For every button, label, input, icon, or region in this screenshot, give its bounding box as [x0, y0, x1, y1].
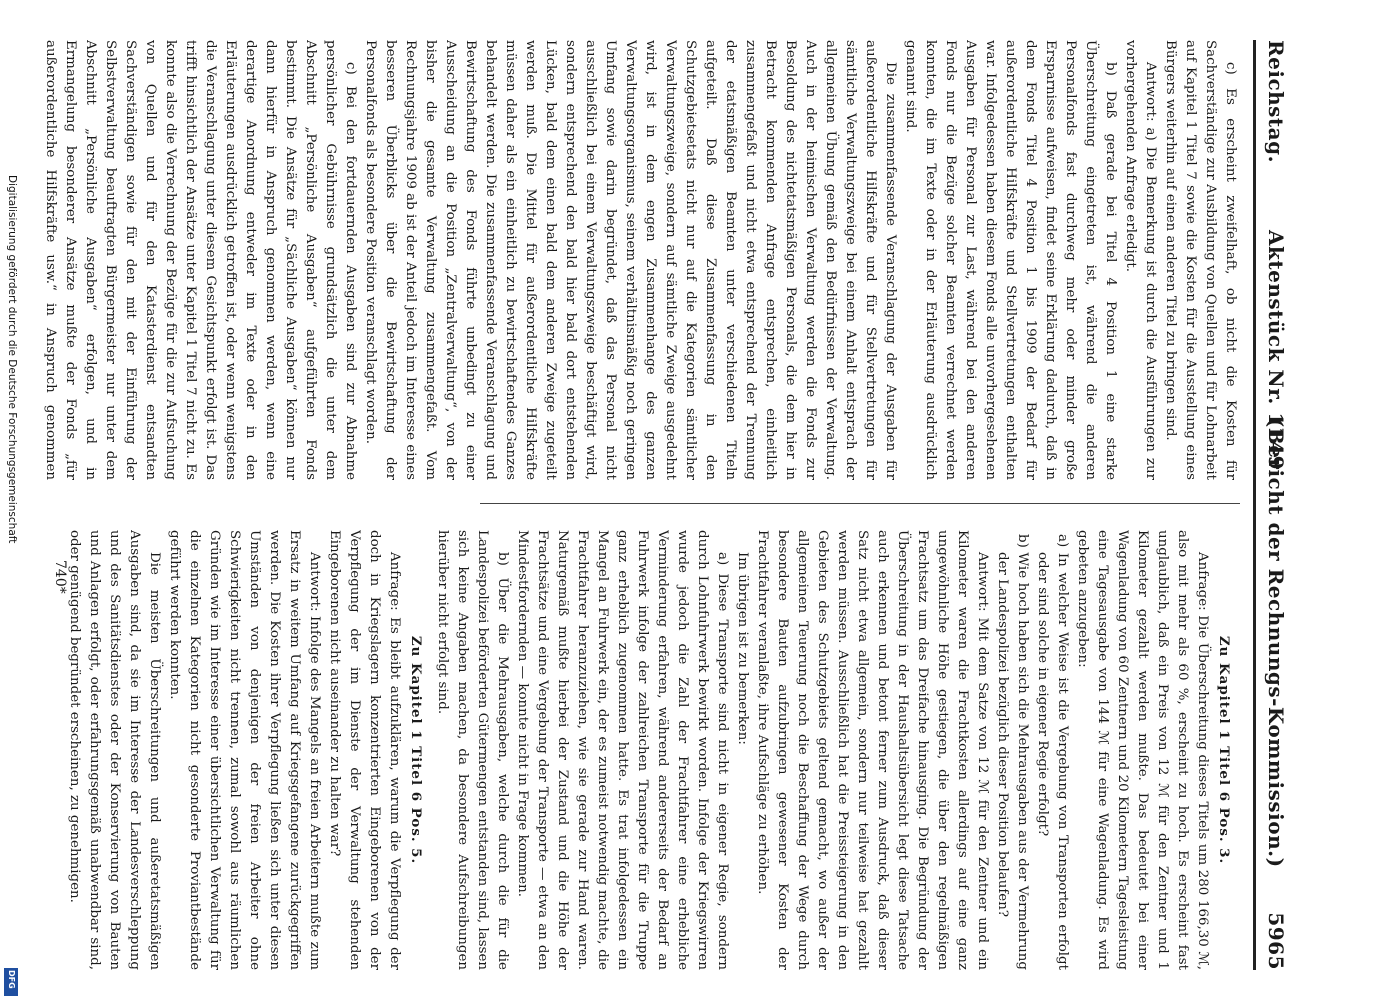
header-right: [1264, 418, 1288, 970]
digitization-credit-text: Digitalisierung gefördert durch die Deutsche Forschungsgemeinschaft: [6, 175, 18, 544]
right-paragraph-4: a) Diese Transporte sind nicht in eigener Regie, sondern durch Lohnfuhrwerk bewirkt worden. Infolge der Kriegswirren wurde jedoch die Zahl der Frachtfahrer eine erhebliche Verminderung erfahren, während andererseits der Bedarf an Fuhrwerk infolge der zahlreichen Transporte für die Truppe ganz erheblich zugenommen hatte. Es trat infolgedessen ein Mangel an Fuhrwerk ein, der es zumeist notwendig machte, die Frachtfahrer heranzuziehen, wie sie gerade zur Hand waren. Naturgemäß mußte hierbei der Zustand und die Höhe der Frachtsätze und eine Vergebung der Transporte — etwa an den Mindestfordernden — konnte nicht in Frage kommen.: [515, 530, 730, 970]
right-paragraph-7: Antwort: Infolge des Mangels an freien Arbeitern mußte zum Ersatz in weitem Umfang auf Kriegsgefangene zurückgegriffen werden. Die Kosten ihrer Verpflegung ließen sich unter diesen Umständen von denjenigen der freien Arbeiter ohne Schwierigkeiten nicht trennen, zumal sowohl aus räumlichen Gründen wie im Interesse einer übersichtlichen Verwaltung für die einzelnen Kategorien nicht gesonderte Proviantbestände geführt werden konnten.: [167, 530, 322, 970]
right-question-b: b) Wie hoch haben sich die Mehrausgaben aus der Vermehrung der Landespolizei bezüglich dieser Position belaufen?: [995, 534, 1030, 970]
right-question-a: a) In welcher Weise ist die Vergebung von Transporten erfolgt oder sind solche in eigener Regie erfolgt?: [1035, 534, 1070, 970]
dfg-logo-text: DFG: [7, 970, 16, 989]
header-reichstag: Reichstag.: [1264, 40, 1288, 164]
dfg-logo: [4, 968, 18, 996]
right-paragraph-5: b) Über die Mehrausgaben, welche durch die für die Landespolizei beförderten Gütermengen entstanden sind, lassen sich keine Angaben machen, da besondere Aufschreibungen hierüber nicht erfolgt sind.: [435, 530, 510, 970]
header-page-number: 5965: [1264, 912, 1288, 970]
right-paragraph-6: Anfrage: Es bleibt aufzuklären, warum die Verpflegung der doch in Kriegslagern konzentrierten Eingeborenen von der Verpflegung der im Dienste der Verwaltung stehenden Eingeborenen nicht auseinander zu halten war?: [327, 530, 402, 970]
digitization-credit: [2, 175, 22, 995]
page-mark: 740*: [52, 560, 68, 594]
right-column: [40, 530, 1240, 970]
page-header: [1256, 40, 1292, 970]
left-paragraph-5: c) Bei den fortdauernden Ausgaben sind zur Abnahme persönlicher Gebührnisse grundsätzlich die unter dem Abschnitt „Persönliche Ausgaben“ aufgeführten Fonds bestimmt. Die Ansätze für „Sächliche Ausgaben“ können nur dann hierfür in Anspruch genommen werden, wenn eine derartige Anordnung entweder im Texte oder in den Erläuterungen ausdrücklich getroffen ist, oder wenn wenigstens die Veranschlagung unter diesem Gesichtspunkt erfolgt ist. Das trifft hinsichtlich der Ansätze unter Kapitel 1 Titel 7 nicht zu. Es konnte also die Verrechnung der Bezüge für die zur Aufsuchung von Quellen und für den Katasterdienst entsandten Sachverständigen sowie für den mit der Einführung der Selbstverwaltung beauftragten Bürgermeister nur unter dem Abschnitt „Persönliche Ausgaben“ erfolgen, und in Ermangelung besonderer Ansätze mußte der Fonds „für außerordentliche Hilfskräfte usw.“ in Anspruch genommen: [43, 40, 358, 480]
left-paragraph-2: Antwort: a) Die Bemerkung ist durch die Ausführungen zur vorhergehenden Anfrage erledigt.: [1123, 40, 1158, 480]
left-paragraph-4: Die zusammenfassende Veranschlagung der Ausgaben für außerordentliche Hilfskräfte und für Stellvertretungen für sämtliche Verwaltungszweige bei einem Anhalt entsprach der allgemeinen Übung gemäß den Bedürfnissen der Verwaltung. Auch in der heimischen Verwaltung werden die Fonds zur Besoldung des nichtetatsmäßigen Personals, die dem hier in Betracht kommenden Anfrage entsprechen, einheitlich zusammengefaßt und nicht etwa entsprechend der Trennung der etatsmäßigen Beamten unter verschiedenen Titeln aufgeteilt. Daß diese Zusammenfassung in den Schutzgebietsetats nicht nur auf die Kategorien sämtlicher Verwaltungszweige, sondern auf sämtliche Zweige ausgedehnt wird, ist in dem engen Zusammenhange des ganzen Verwaltungsorganismus, seinem verhältnismäßig noch geringen Umfang sowie darin begründet, daß das Personal nicht ausschließlich bei einem Verwaltungszweige beschäftigt wird, sondern entsprechend den bald hier bald dort entstehenden Lücken, bald dem einen bald dem anderen Zweige zugeteilt werden muß. Die Mittel für außerordentliche Hilfskräfte müssen daher als ein einheitlich zu bewirtschaftendes Ganzes behandelt werden. Die zusammenfassende Veranschlagung und Bewirtschaftung des Fonds führte unbedingt zu einer Ausscheidung an die Position „Zentralverwaltung“, von der bisher die gesamte Verwaltung zusammengefaßt. Vom Rechnungsjahre 1909 ab ist der Anteil jedoch im Interesse eines besseren Überblicks über die Bewirtschaftung der Personalfonds als besondere Position veranschlagt worden.: [363, 40, 898, 480]
column-divider: [480, 503, 1240, 504]
right-paragraph-8: Die meisten Überschreitungen und außeretatsmäßigen Ausgaben sind, da sie im Interesse der Landesverschleppung und des Sanitätsdienstes oder der Konservierung von Bauten und Anlagen erfolgt, oder erfahrungsgemäß unabwendbar sind, oder genügend begründet erscheinen, zu genehmigen.: [67, 530, 162, 970]
right-heading-1: Zu Kapitel 1 Titel 6 Pos. 3.: [1216, 635, 1232, 865]
rotated-document-page: [10, 0, 1310, 1000]
left-column: [40, 40, 1240, 480]
right-paragraph-1: Anfrage: Die Überschreitung dieses Titels um 280 166,30 ℳ, also mit mehr als 60 %, erscheint zu hoch. Es erscheint fast unglaublich, daß ein Preis von 12 ℳ für den Zentner und 1 Kilometer gezahlt werden mußte. Das bedeutet bei einer Wagenladung von 60 Zentnern und 20 Kilometern Tagesleistung eine Tagesausgabe von 144 ℳ für eine Wagenladung. Es wird gebeten anzugeben:: [1075, 530, 1210, 970]
header-rule: [1253, 40, 1256, 970]
right-heading-2: Zu Kapitel 1 Titel 6 Pos. 5.: [408, 635, 424, 865]
header-document-number: Aktenstück Nr. 1149.: [1264, 230, 1288, 478]
left-paragraph-1: c) Es erscheint zweifelhaft, ob nicht die Kosten für Sachverständige zur Ausbildung von Quellen und für Lohnarbeit auf Kapitel 1 Titel 7 sowie die Kosten für die Ausstellung eines Bürgers weiterhin auf einen anderen Titel zu bringen sind.: [1163, 40, 1238, 480]
header-commission-title: (Bericht der Rechnungs-Kommission.): [1264, 417, 1288, 868]
left-paragraph-3: b) Daß gerade bei Titel 4 Position 1 eine starke Überschreitung eingetreten ist, während die anderen Personalfonds fast durchweg mehr oder minder große Ersparnisse aufweisen, findet seine Erklärung dadurch, daß in dem Fonds Titel 4 Position 1 bis 1909 der Bedarf für außerordentliche Hilfskräfte und Stellvertretungen enthalten war. Infolgedessen haben diesem Fonds alle unvorhergesehenen Ausgaben für Personal zur Last, während bei den anderen Fonds nur die Bezüge solcher Beamten verrechnet werden konnten, die im Texte oder in der Erläuterung ausdrücklich genannt sind.: [903, 40, 1118, 480]
right-paragraph-3: Im übrigen ist zu bemerken:: [735, 552, 750, 745]
right-paragraph-2: Antwort: Mit dem Satze von 12 ℳ für den Zentner und ein Kilometer waren die Frachtkosten allerdings auf eine ganz ungewöhnliche Höhe gestiegen, die über den regelmäßigen Frachtsatz um das Dreifache hinausging. Die Begründung der Überschreitung in der Haushaltsübersicht legt diese Tatsache auch erkennen und betont ferner zum Ausdruck, daß dieser Satz nicht etwa allgemein, sondern nur teilweise hat gezahlt werden müssen. Ausschließlich hat die Preissteigerung in den Gebieten des Schutzgebiets geltend gemacht, wo außer der allgemeinen Teuerung noch die Beschaffung der Wege durch besondere Bauten aufzubringen gewesener Kosten der Frachtfahrer veranlaßte, ihre Aufschläge zu erhöhen.: [755, 530, 990, 970]
